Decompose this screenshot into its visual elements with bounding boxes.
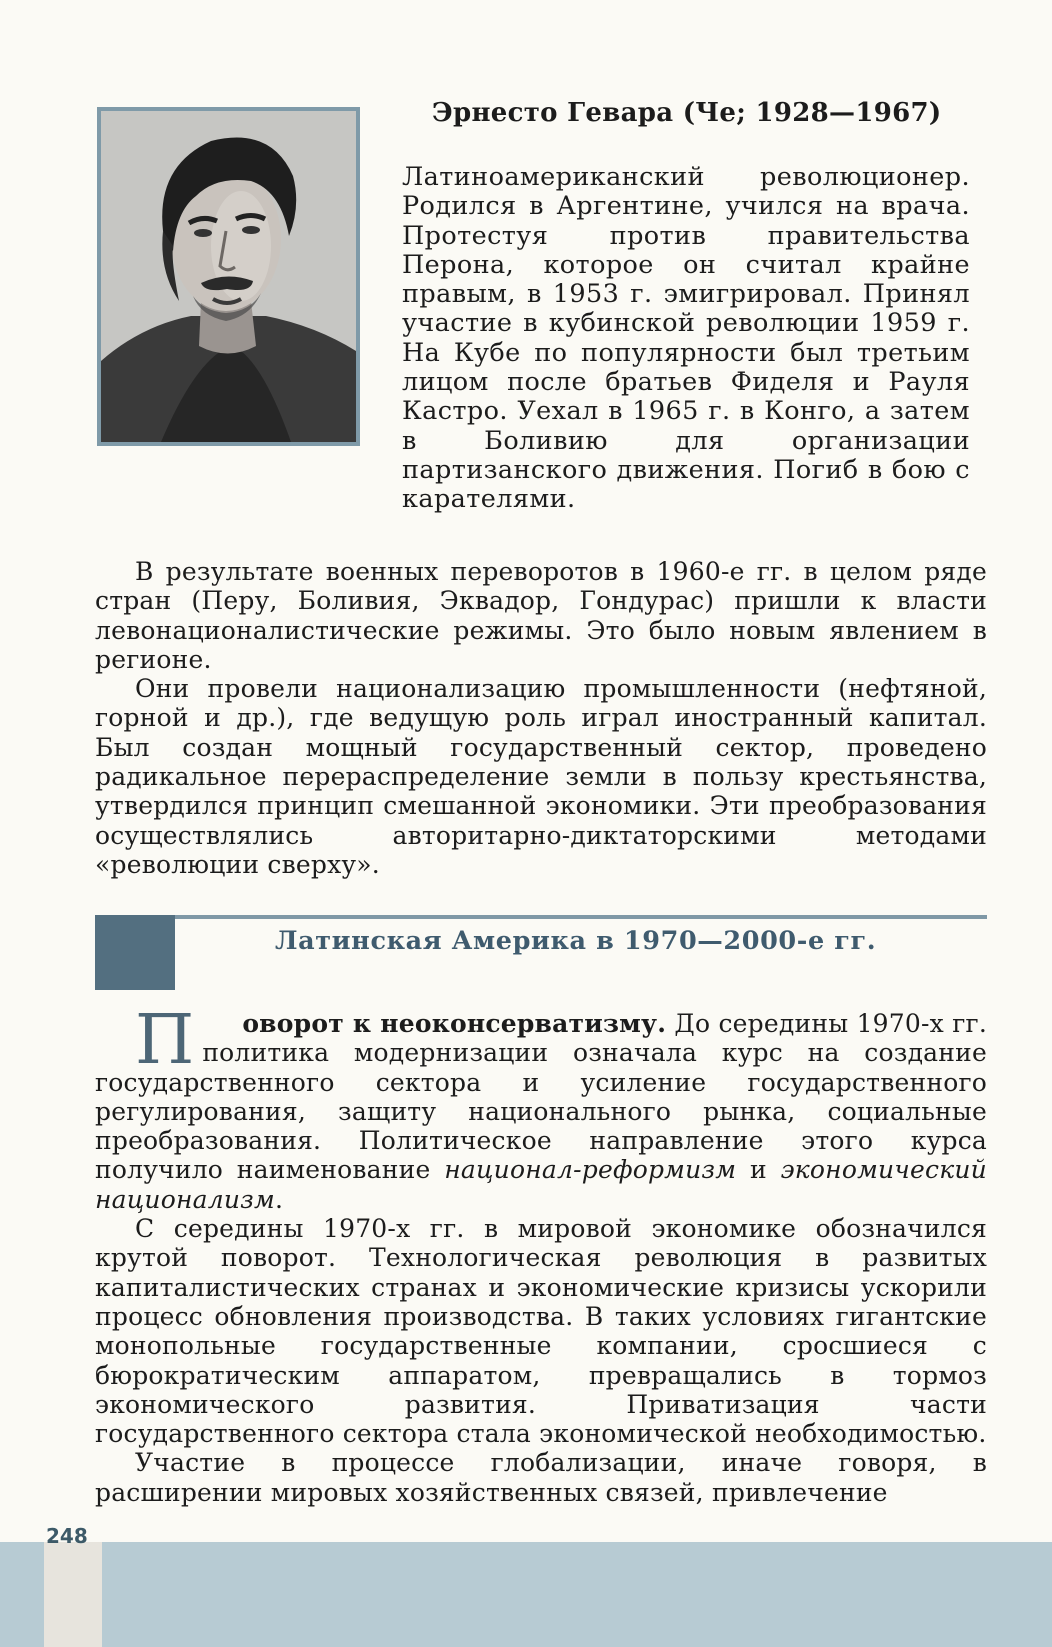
paragraph: Участие в процессе глобализации, иначе говоря, в расширении мировых хозяйственных связей, привлечение	[95, 1448, 987, 1507]
section-text-block	[95, 1001, 987, 1507]
paragraph-with-drop-cap	[95, 1001, 987, 1214]
paragraph: В результате военных переворотов в 1960-е гг. в целом ряде стран (Перу, Боливия, Эквадор, Гондурас) пришли к власти левонационалистические режимы. Это было новым явлением в регионе.	[95, 557, 987, 674]
lead-heading: оворот к неоконсерватизму.	[242, 1009, 667, 1038]
section-title: Латинская Америка в 1970—2000-е гг.	[275, 926, 877, 956]
term-italic: экономический национализм	[95, 1155, 987, 1214]
page-number-tab	[44, 1542, 102, 1647]
body-text-block	[95, 557, 987, 879]
conjunction: и	[736, 1155, 781, 1185]
footer-band	[0, 1542, 1052, 1647]
period: .	[274, 1184, 284, 1214]
paragraph: С середины 1970-х гг. в мировой экономике обозначился крутой поворот. Технологическая революция в развитых капиталистических странах и экономические кризисы ускорили процесс обновления производства. В таких условиях гигантские монопольные государственные компании, сросшиеся с бюрократическим аппаратом, превращались в тормоз экономического развития. Приватизация части государственного сектора стала экономической необходимостью.	[95, 1214, 987, 1449]
drop-cap: П	[135, 1001, 195, 1080]
portrait-image	[101, 111, 356, 442]
portrait-photo	[97, 107, 360, 446]
bio-text: Латиноамериканский революционер. Родился в Аргентине, учился на врача. Протестуя против правительства Перона, которое он считал крайне правым, в 1953 г. эмигрировал. Принял участие в кубинской революции 1959 г. На Кубе по популярности был третьим лицом после братьев Фиделя и Рауля Кастро. Уехал в 1965 г. в Конго, а затем в Боливию для организации партизанского движения. Погиб в бою с карателями.	[402, 162, 970, 515]
paragraph-text: До середины 1970-х гг. политика модернизации означала курс на создание государственного сектора и усиление государственного регулирования, защиту национального рынка, социальные преобразования. Политическое направление этого курса получило наименование	[95, 1009, 987, 1185]
section-divider	[95, 915, 987, 919]
page-number: 248	[46, 1524, 88, 1548]
paragraph: Они провели национализацию промышленности (нефтяной, горной и др.), где ведущую роль играл иностранный капитал. Был создан мощный государственный сектор, проведено радикальное перераспределение земли в пользу крестьянства, утвердился принцип смешанной экономики. Эти преобразования осуществлялись авторитарно-диктаторскими методами «революции сверху».	[95, 674, 987, 879]
bio-title: Эрнесто Гевара (Че; 1928—1967)	[432, 98, 942, 128]
term-italic: национал-реформизм	[444, 1155, 737, 1185]
section-marker	[95, 915, 175, 990]
